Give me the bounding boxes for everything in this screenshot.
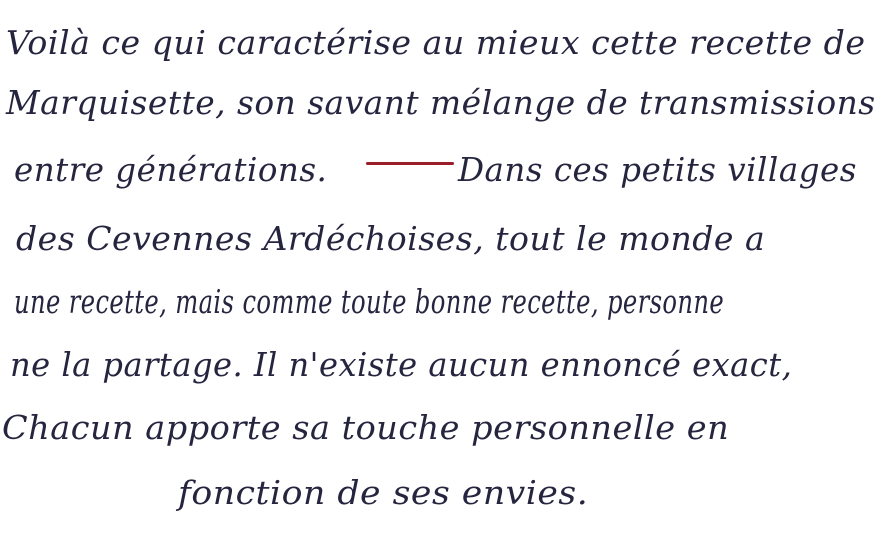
text-line-1: Voilà ce qui caractérise au mieux cette recette de bbox=[6, 23, 866, 62]
text-line-5: des Cevennes Ardéchoises, tout le monde a bbox=[16, 219, 766, 258]
red-divider-stroke bbox=[366, 162, 454, 165]
text-line-6: une recette, mais comme toute bonne recette, personne bbox=[14, 282, 725, 321]
text-line-2: Marquisette, son savant mélange de transmissions bbox=[6, 83, 876, 122]
text-line-8: Chacun apporte sa touche personnelle en bbox=[2, 408, 730, 447]
text-line-4: Dans ces petits villages bbox=[458, 150, 857, 189]
text-line-9: fonction de ses envies. bbox=[178, 473, 589, 512]
text-line-7: ne la partage. Il n'existe aucun ennoncé exact, bbox=[10, 345, 793, 384]
text-line-3: entre générations. bbox=[14, 150, 328, 189]
